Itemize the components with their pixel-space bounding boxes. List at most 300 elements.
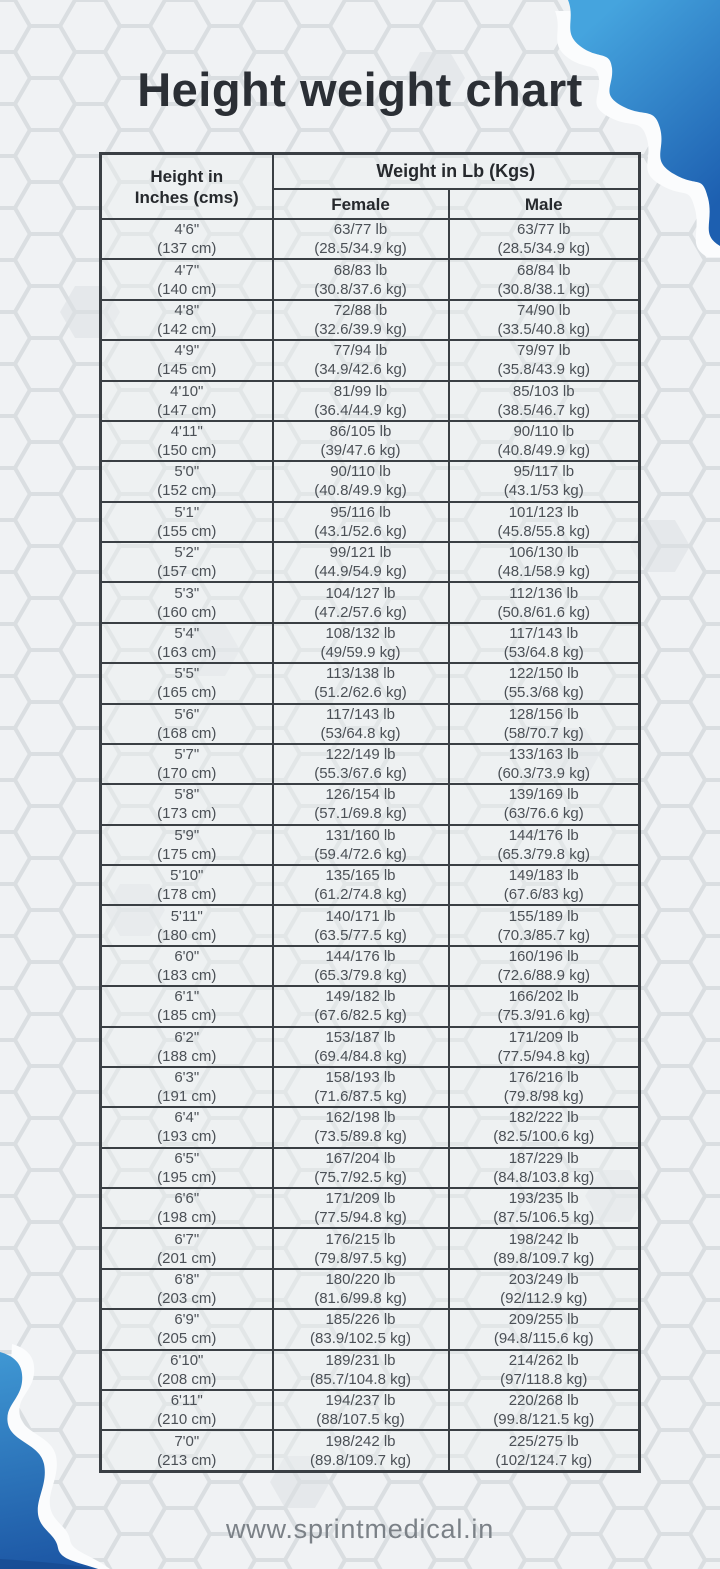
height-cell <box>101 502 273 542</box>
male-weight-kg: (79.8/98 kg) <box>503 1088 584 1106</box>
female-weight-lb: 72/88 lb <box>333 301 388 319</box>
height-cm: (163 cm) <box>157 643 217 661</box>
height-cm: (155 cm) <box>157 522 217 540</box>
male-weight-kg: (43.1/53 kg) <box>503 482 584 500</box>
male-weight-lb: 144/176 lb <box>508 826 579 844</box>
male-weight-kg: (65.3/79.8 kg) <box>497 845 591 863</box>
height-cm: (147 cm) <box>157 401 217 419</box>
col-header-height <box>101 154 273 220</box>
height-cell <box>101 1309 273 1349</box>
male-weight-cell <box>449 1148 640 1188</box>
height-feet: 5'4" <box>174 624 200 642</box>
female-weight-lb: 131/160 lb <box>325 826 396 844</box>
height-feet: 5'6" <box>174 705 200 723</box>
male-weight-kg: (99.8/121.5 kg) <box>493 1411 595 1429</box>
height-cell <box>101 1027 273 1067</box>
height-cm: (183 cm) <box>157 966 217 984</box>
height-cell <box>101 744 273 784</box>
male-weight-lb: 176/216 lb <box>508 1069 579 1087</box>
height-cm: (210 cm) <box>157 1411 217 1429</box>
female-weight-cell <box>273 784 449 824</box>
male-weight-lb: 209/255 lb <box>508 1311 579 1329</box>
height-cell <box>101 704 273 744</box>
table-row <box>101 1228 640 1268</box>
height-cell <box>101 1390 273 1430</box>
height-cm: (140 cm) <box>157 280 217 298</box>
male-weight-lb: 214/262 lb <box>508 1351 579 1369</box>
col-header-weight-group: Weight in Lb (Kgs) <box>273 154 640 190</box>
male-weight-lb: 106/130 lb <box>508 544 579 562</box>
height-cell <box>101 1269 273 1309</box>
female-weight-cell <box>273 1269 449 1309</box>
female-weight-cell <box>273 300 449 340</box>
table-row <box>101 865 640 905</box>
table-row <box>101 946 640 986</box>
female-weight-cell <box>273 340 449 380</box>
height-cell <box>101 865 273 905</box>
male-weight-lb: 112/136 lb <box>509 584 579 602</box>
female-weight-lb: 95/116 lb <box>330 503 391 521</box>
table-row <box>101 542 640 582</box>
female-weight-cell <box>273 1027 449 1067</box>
female-weight-lb: 90/110 lb <box>330 463 391 481</box>
female-weight-lb: 104/127 lb <box>325 584 396 602</box>
male-weight-cell <box>449 259 640 299</box>
height-cell <box>101 1188 273 1228</box>
table-row <box>101 300 640 340</box>
male-weight-cell <box>449 744 640 784</box>
male-weight-kg: (92/112.9 kg) <box>500 1289 588 1307</box>
male-weight-kg: (102/124.7 kg) <box>495 1451 593 1469</box>
height-cell <box>101 461 273 501</box>
height-cell <box>101 259 273 299</box>
height-cell <box>101 1107 273 1147</box>
male-weight-cell <box>449 1390 640 1430</box>
female-weight-lb: 113/138 lb <box>326 665 395 683</box>
col-header-female: Female <box>273 189 449 219</box>
height-cm: (145 cm) <box>157 361 217 379</box>
female-weight-kg: (28.5/34.9 kg) <box>314 240 407 258</box>
male-weight-lb: 198/242 lb <box>508 1230 579 1248</box>
female-weight-kg: (57.1/69.8 kg) <box>314 805 407 823</box>
male-weight-lb: 79/97 lb <box>517 342 571 360</box>
female-weight-kg: (51.2/62.6 kg) <box>314 684 407 702</box>
height-cm: (178 cm) <box>157 886 217 904</box>
height-feet: 5'0" <box>174 463 200 481</box>
female-weight-lb: 140/171 lb <box>325 907 396 925</box>
male-weight-lb: 160/196 lb <box>508 947 579 965</box>
height-cell <box>101 1148 273 1188</box>
female-weight-cell <box>273 421 449 461</box>
height-cell <box>101 421 273 461</box>
male-weight-kg: (67.6/83 kg) <box>503 886 584 904</box>
male-weight-cell <box>449 1430 640 1471</box>
website-url: www.sprintmedical.in <box>225 1514 495 1544</box>
table-row <box>101 461 640 501</box>
female-weight-lb: 81/99 lb <box>333 382 388 400</box>
male-weight-kg: (94.8/115.6 kg) <box>493 1330 594 1348</box>
female-weight-lb: 77/94 lb <box>333 342 388 360</box>
male-weight-cell <box>449 582 640 622</box>
male-weight-cell <box>449 1188 640 1228</box>
female-weight-lb: 68/83 lb <box>333 261 388 279</box>
male-weight-lb: 63/77 lb <box>517 221 571 239</box>
height-cm: (213 cm) <box>157 1451 217 1469</box>
female-weight-kg: (67.6/82.5 kg) <box>314 1007 407 1025</box>
female-weight-kg: (83.9/102.5 kg) <box>310 1330 411 1348</box>
height-cell <box>101 340 273 380</box>
height-feet: 5'9" <box>174 826 200 844</box>
height-feet: 5'10" <box>170 867 204 885</box>
male-weight-cell <box>449 219 640 259</box>
female-weight-cell <box>273 1148 449 1188</box>
male-weight-cell <box>449 300 640 340</box>
height-feet: 5'5" <box>174 665 200 683</box>
male-weight-lb: 149/183 lb <box>508 867 579 885</box>
height-cell <box>101 582 273 622</box>
height-cell <box>101 219 273 259</box>
female-weight-lb: 63/77 lb <box>333 221 388 239</box>
female-weight-lb: 180/220 lb <box>325 1270 396 1288</box>
male-weight-kg: (40.8/49.9 kg) <box>497 442 591 460</box>
male-weight-cell <box>449 623 640 663</box>
female-weight-lb: 86/105 lb <box>329 423 392 441</box>
female-weight-cell <box>273 1188 449 1228</box>
height-feet: 6'7" <box>174 1230 200 1248</box>
female-weight-lb: 162/198 lb <box>325 1109 396 1127</box>
height-cm: (168 cm) <box>157 724 217 742</box>
height-cm: (150 cm) <box>157 442 217 460</box>
male-weight-lb: 122/150 lb <box>508 665 579 683</box>
height-cell <box>101 986 273 1026</box>
female-weight-kg: (49/59.9 kg) <box>320 643 401 661</box>
female-weight-lb: 108/132 lb <box>325 624 396 642</box>
female-weight-cell <box>273 582 449 622</box>
male-weight-cell <box>449 946 640 986</box>
table-row <box>101 663 640 703</box>
height-feet: 6'10" <box>170 1351 204 1369</box>
male-weight-kg: (63/76.6 kg) <box>503 805 584 823</box>
height-feet: 5'3" <box>174 584 200 602</box>
male-weight-lb: 117/143 lb <box>509 624 579 642</box>
male-weight-kg: (97/118.8 kg) <box>500 1370 588 1388</box>
table-row <box>101 1430 640 1471</box>
height-feet: 5'2" <box>174 544 200 562</box>
male-weight-lb: 203/249 lb <box>508 1270 579 1288</box>
table-row <box>101 1107 640 1147</box>
table-row <box>101 1027 640 1067</box>
male-weight-kg: (87.5/106.5 kg) <box>493 1209 595 1227</box>
female-weight-kg: (89.8/109.7 kg) <box>310 1451 411 1469</box>
height-cm: (193 cm) <box>157 1128 217 1146</box>
male-weight-lb: 101/123 lb <box>508 503 579 521</box>
male-weight-cell <box>449 704 640 744</box>
male-weight-kg: (35.8/43.9 kg) <box>497 361 591 379</box>
male-weight-lb: 95/117 lb <box>513 463 575 481</box>
table-row <box>101 340 640 380</box>
female-weight-kg: (79.8/97.5 kg) <box>314 1249 407 1267</box>
height-cell <box>101 381 273 421</box>
male-weight-kg: (70.3/85.7 kg) <box>497 926 591 944</box>
height-feet: 6'6" <box>174 1190 200 1208</box>
male-weight-lb: 182/222 lb <box>508 1109 579 1127</box>
female-weight-kg: (73.5/89.8 kg) <box>314 1128 407 1146</box>
table-row <box>101 1148 640 1188</box>
table-row <box>101 784 640 824</box>
male-weight-lb: 139/169 lb <box>508 786 579 804</box>
female-weight-lb: 122/149 lb <box>325 746 396 764</box>
height-feet: 4'8" <box>174 301 200 319</box>
female-weight-lb: 158/193 lb <box>325 1069 396 1087</box>
male-weight-lb: 225/275 lb <box>508 1432 579 1450</box>
height-feet: 6'9" <box>174 1311 200 1329</box>
male-weight-lb: 68/84 lb <box>517 261 571 279</box>
female-weight-lb: 194/237 lb <box>325 1392 396 1410</box>
female-weight-kg: (39/47.6 kg) <box>320 442 401 460</box>
female-weight-cell <box>273 744 449 784</box>
female-weight-lb: 189/231 lb <box>325 1351 396 1369</box>
female-weight-lb: 153/187 lb <box>325 1028 396 1046</box>
height-feet: 5'11" <box>170 907 203 925</box>
table-row <box>101 381 640 421</box>
height-feet: 6'1" <box>174 988 200 1006</box>
female-weight-kg: (59.4/72.6 kg) <box>314 845 407 863</box>
male-weight-kg: (55.3/68 kg) <box>503 684 584 702</box>
female-weight-kg: (65.3/79.8 kg) <box>314 966 407 984</box>
table-row <box>101 1188 640 1228</box>
height-cm: (170 cm) <box>157 765 217 783</box>
female-weight-kg: (77.5/94.8 kg) <box>314 1209 407 1227</box>
male-weight-kg: (28.5/34.9 kg) <box>497 240 591 258</box>
female-weight-kg: (32.6/39.9 kg) <box>314 320 407 338</box>
height-weight-table <box>99 152 638 1473</box>
male-weight-kg: (30.8/38.1 kg) <box>497 280 591 298</box>
height-cell <box>101 1430 273 1471</box>
height-cell <box>101 1228 273 1268</box>
table-row <box>101 219 640 259</box>
female-weight-cell <box>273 542 449 582</box>
height-cell <box>101 946 273 986</box>
male-weight-cell <box>449 1067 640 1107</box>
height-cm: (165 cm) <box>157 684 217 702</box>
height-cell <box>101 825 273 865</box>
female-weight-cell <box>273 1067 449 1107</box>
male-weight-kg: (60.3/73.9 kg) <box>497 765 591 783</box>
height-cell <box>101 1067 273 1107</box>
male-weight-cell <box>449 542 640 582</box>
height-cm: (198 cm) <box>157 1209 217 1227</box>
table-row <box>101 1067 640 1107</box>
female-weight-cell <box>273 825 449 865</box>
male-weight-lb: 193/235 lb <box>508 1190 579 1208</box>
height-feet: 6'8" <box>174 1270 200 1288</box>
height-cm: (208 cm) <box>157 1370 217 1388</box>
male-weight-cell <box>449 381 640 421</box>
female-weight-cell <box>273 461 449 501</box>
male-weight-cell <box>449 784 640 824</box>
table-row <box>101 1269 640 1309</box>
table-row <box>101 421 640 461</box>
height-feet: 4'11" <box>170 423 203 441</box>
female-weight-kg: (53/64.8 kg) <box>320 724 401 742</box>
height-feet: 4'9" <box>174 342 200 360</box>
female-weight-lb: 135/165 lb <box>325 867 396 885</box>
female-weight-kg: (47.2/57.6 kg) <box>314 603 407 621</box>
male-weight-kg: (77.5/94.8 kg) <box>497 1047 591 1065</box>
female-weight-cell <box>273 1390 449 1430</box>
male-weight-cell <box>449 1228 640 1268</box>
female-weight-kg: (71.6/87.5 kg) <box>314 1088 407 1106</box>
male-weight-cell <box>449 502 640 542</box>
male-weight-cell <box>449 421 640 461</box>
height-cm: (160 cm) <box>157 603 217 621</box>
male-weight-kg: (82.5/100.6 kg) <box>493 1128 595 1146</box>
table-row <box>101 905 640 945</box>
female-weight-cell <box>273 1107 449 1147</box>
female-weight-lb: 144/176 lb <box>325 947 396 965</box>
height-feet: 6'0" <box>174 947 200 965</box>
male-weight-cell <box>449 461 640 501</box>
page-title: Height weight chart <box>137 63 583 116</box>
female-weight-kg: (63.5/77.5 kg) <box>314 926 407 944</box>
height-cm: (137 cm) <box>157 240 217 258</box>
height-feet: 4'10" <box>170 382 204 400</box>
female-weight-lb: 171/209 lb <box>325 1190 396 1208</box>
female-weight-kg: (34.9/42.6 kg) <box>314 361 407 379</box>
table-row <box>101 986 640 1026</box>
female-weight-lb: 198/242 lb <box>325 1432 396 1450</box>
table-row <box>101 502 640 542</box>
female-weight-cell <box>273 502 449 542</box>
female-weight-cell <box>273 946 449 986</box>
height-cm: (188 cm) <box>157 1047 217 1065</box>
male-weight-kg: (72.6/88.9 kg) <box>497 966 591 984</box>
col-header-male: Male <box>449 189 640 219</box>
height-cm: (175 cm) <box>157 845 217 863</box>
height-feet: 7'0" <box>174 1432 200 1450</box>
female-weight-cell <box>273 663 449 703</box>
male-weight-lb: 187/229 lb <box>508 1149 579 1167</box>
male-weight-lb: 155/189 lb <box>508 907 579 925</box>
female-weight-kg: (81.6/99.8 kg) <box>314 1289 407 1307</box>
height-cell <box>101 784 273 824</box>
height-feet: 6'11" <box>170 1392 203 1410</box>
table-row <box>101 259 640 299</box>
male-weight-cell <box>449 825 640 865</box>
table-body <box>101 219 640 1472</box>
female-weight-cell <box>273 381 449 421</box>
male-weight-cell <box>449 905 640 945</box>
female-weight-cell <box>273 865 449 905</box>
table-row <box>101 623 640 663</box>
height-cell <box>101 1350 273 1390</box>
female-weight-lb: 126/154 lb <box>325 786 396 804</box>
male-weight-lb: 220/268 lb <box>508 1392 579 1410</box>
table-row <box>101 825 640 865</box>
female-weight-lb: 117/143 lb <box>326 705 395 723</box>
female-weight-lb: 99/121 lb <box>329 544 392 562</box>
female-weight-kg: (40.8/49.9 kg) <box>314 482 407 500</box>
female-weight-kg: (55.3/67.6 kg) <box>314 765 407 783</box>
female-weight-kg: (43.1/52.6 kg) <box>314 522 407 540</box>
female-weight-kg: (44.9/54.9 kg) <box>314 563 407 581</box>
height-cm: (185 cm) <box>157 1007 217 1025</box>
female-weight-kg: (85.7/104.8 kg) <box>310 1370 411 1388</box>
male-weight-cell <box>449 1027 640 1067</box>
male-weight-kg: (48.1/58.9 kg) <box>497 563 591 581</box>
female-weight-cell <box>273 986 449 1026</box>
height-cm: (142 cm) <box>157 320 217 338</box>
height-feet: 6'3" <box>174 1069 200 1087</box>
height-cm: (195 cm) <box>157 1168 217 1186</box>
height-feet: 5'7" <box>174 746 200 764</box>
height-cell <box>101 905 273 945</box>
height-feet: 6'2" <box>174 1028 200 1046</box>
female-weight-kg: (75.7/92.5 kg) <box>314 1168 407 1186</box>
male-weight-cell <box>449 1269 640 1309</box>
height-cm: (205 cm) <box>157 1330 217 1348</box>
female-weight-cell <box>273 1228 449 1268</box>
height-cm: (180 cm) <box>157 926 217 944</box>
female-weight-cell <box>273 1309 449 1349</box>
height-feet: 4'7" <box>174 261 200 279</box>
female-weight-lb: 185/226 lb <box>325 1311 396 1329</box>
height-header-line1: Height in <box>150 166 224 186</box>
male-weight-lb: 74/90 lb <box>517 301 571 319</box>
height-cm: (157 cm) <box>157 563 217 581</box>
female-weight-cell <box>273 623 449 663</box>
female-weight-kg: (69.4/84.8 kg) <box>314 1047 407 1065</box>
height-cell <box>101 542 273 582</box>
height-cm: (191 cm) <box>157 1088 217 1106</box>
male-weight-lb: 166/202 lb <box>508 988 579 1006</box>
height-cell <box>101 300 273 340</box>
table-row <box>101 1350 640 1390</box>
male-weight-cell <box>449 1309 640 1349</box>
male-weight-kg: (89.8/109.7 kg) <box>493 1249 595 1267</box>
male-weight-cell <box>449 663 640 703</box>
female-weight-kg: (36.4/44.9 kg) <box>314 401 407 419</box>
female-weight-cell <box>273 259 449 299</box>
female-weight-cell <box>273 704 449 744</box>
table-row <box>101 744 640 784</box>
male-weight-kg: (33.5/40.8 kg) <box>497 320 591 338</box>
male-weight-lb: 85/103 lb <box>512 382 575 400</box>
table-row <box>101 1390 640 1430</box>
female-weight-kg: (61.2/74.8 kg) <box>314 886 407 904</box>
table-row <box>101 1309 640 1349</box>
male-weight-lb: 90/110 lb <box>513 423 575 441</box>
height-cm: (203 cm) <box>157 1289 217 1307</box>
male-weight-cell <box>449 340 640 380</box>
male-weight-lb: 128/156 lb <box>508 705 579 723</box>
height-header-line2: Inches (cms) <box>134 187 239 207</box>
female-weight-lb: 176/215 lb <box>325 1230 396 1248</box>
male-weight-kg: (38.5/46.7 kg) <box>497 401 591 419</box>
table-row <box>101 582 640 622</box>
female-weight-lb: 149/182 lb <box>325 988 396 1006</box>
male-weight-kg: (75.3/91.6 kg) <box>497 1007 591 1025</box>
male-weight-kg: (45.8/55.8 kg) <box>497 522 591 540</box>
height-cm: (173 cm) <box>157 805 217 823</box>
female-weight-lb: 167/204 lb <box>325 1149 396 1167</box>
male-weight-kg: (50.8/61.6 kg) <box>497 603 591 621</box>
height-feet: 4'6" <box>174 221 200 239</box>
male-weight-cell <box>449 986 640 1026</box>
male-weight-kg: (53/64.8 kg) <box>503 643 584 661</box>
height-cell <box>101 663 273 703</box>
female-weight-cell <box>273 1430 449 1471</box>
